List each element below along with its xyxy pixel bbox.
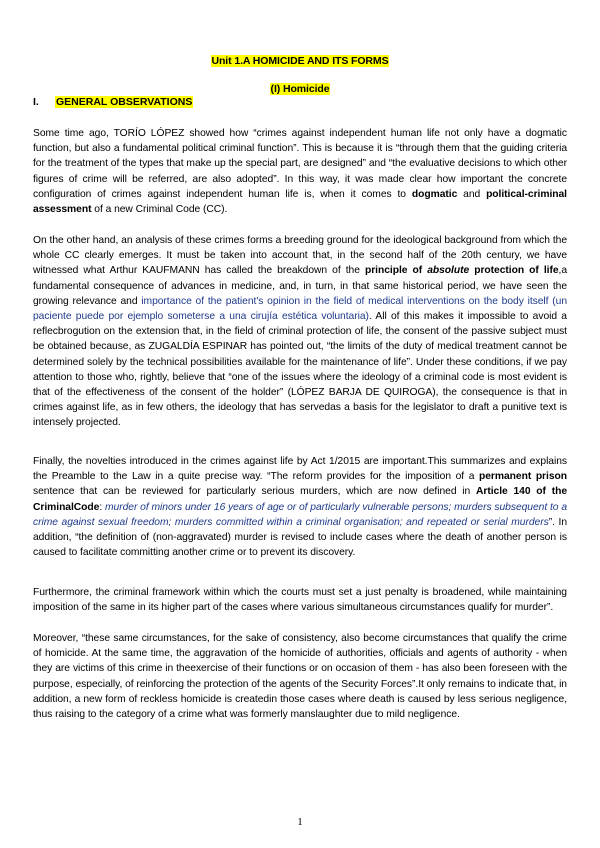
- section-heading: [33, 96, 193, 108]
- section-title: GENERAL OBSERVATIONS: [56, 96, 193, 108]
- paragraph-5: Moreover, “these same circumstances, for the sake of consistency, also become circumstances that qualify the crime of homicide. At the same time, the aggravation of the homicide of authorities, officials and agents of authority - when they are victims of this crime in theexercise of their functions or on occasion of them - has also been foreseen with the purpose, especially, of reinforcing the protection of the agents of the Security Forces”.It only remains to indicate that, in addition, a new form of reckless homicide is createdin those cases where death is caused by less serious negligence, thus raising to the category of a crime what was formerly manslaughter due to mild negligence.: [33, 633, 567, 721]
- highlighted-text: importance of the patient's opinion in the field of medical interventions on the body itself (un paciente puede por ejemplo someterse a una cirujía estética voluntaria): [33, 295, 567, 323]
- paragraph-4: Furthermore, the criminal framework within which the courts must set a just penalty is broadened, while maintaining imposition of the same in its higher part of the cases where various simultaneous circumstances qualify for murder”.: [33, 587, 567, 614]
- unit-title: Unit 1.A HOMICIDE AND ITS FORMS: [211, 55, 389, 67]
- paragraph-2: On the other hand, an analysis of these crimes forms a breeding ground for the ideological background from which the whole CC clearly emerges. It must be taken into account that, in the second half of the 20th century, we have witnessed what Arthur KAUFMANN has called the breakdown of the principle of absolute protection of life,a fundamental consequence of advances in medicine, and, in turn, in that same historical period, we have seen the growing relevance and importance of the patient's opinion in the field of medical interventions on the body itself (un paciente puede por ejemplo someterse a una cirujía estética voluntaria). All of this makes it impossible to avoid a reflecbrogution on the extension that, in the field of criminal protection of life, the consent of the passive subject must be obtained because, as ZUGALDÍA ESPINAR has pointed out, “the limits of the duty of medical treatment cannot be determined solely by the technical possibilities available for the maintenance of life”. Under these conditions, if we pay attention to those who, rightly, believe that “one of the issues where the ideology of a criminal code is most evident is that of the effectiveness of the consent of the holder” (LÓPEZ BARJA DE QUIROGA), the consequence is that in crimes against life, as in few others, the ideology that has servedas a basis for the legislator to draft a punitive text is intensely projected.: [33, 235, 568, 429]
- section-number: I.: [33, 96, 39, 108]
- highlighted-text: murder of minors under 16 years of age or of particularly vulnerable persons; murders subsequent to a crime against sexual freedom; murders committed within a criminal organisation; and repeated or serial murders: [33, 501, 568, 528]
- paragraph-1: Some time ago, TORÍO LÓPEZ showed how “crimes against independent human life not only have a dogmatic function, but also a fundamental political criminal function”. This is because it is “through them that the guiding criteria for the treatment of the types that make up the special part, are designed” and “the evaluative decisions to which other figures of crime will be referred, are also adopted”. In this way, it was made clear how important the concrete configuration of crimes against independent human life is, when it comes to dogmatic and political-criminal assessment of a new Criminal Code (CC).: [33, 128, 567, 216]
- paragraph-3: Finally, the novelties introduced in the crimes against life by Act 1/2015 are important.This summarizes and explains the Preamble to the Law in a quite precise way. “The reform provides for the imposition of a permanent prison sentence that can be reviewed for particularly serious murders, which are now defined in Article 140 of the CriminalCode: murder of minors under 16 years of age or of particularly vulnerable persons; murders subsequent to a crime against sexual freedom; murders committed within a criminal organisation; and repeated or serial murders”. In addition, “the definition of (non-aggravated) murder is revised to include cases where the death of another person is caused to facilitate committing another crime or to prevent its discovery.: [33, 456, 568, 559]
- subtitle: (I) Homicide: [270, 83, 330, 95]
- page-number: 1: [297, 816, 303, 828]
